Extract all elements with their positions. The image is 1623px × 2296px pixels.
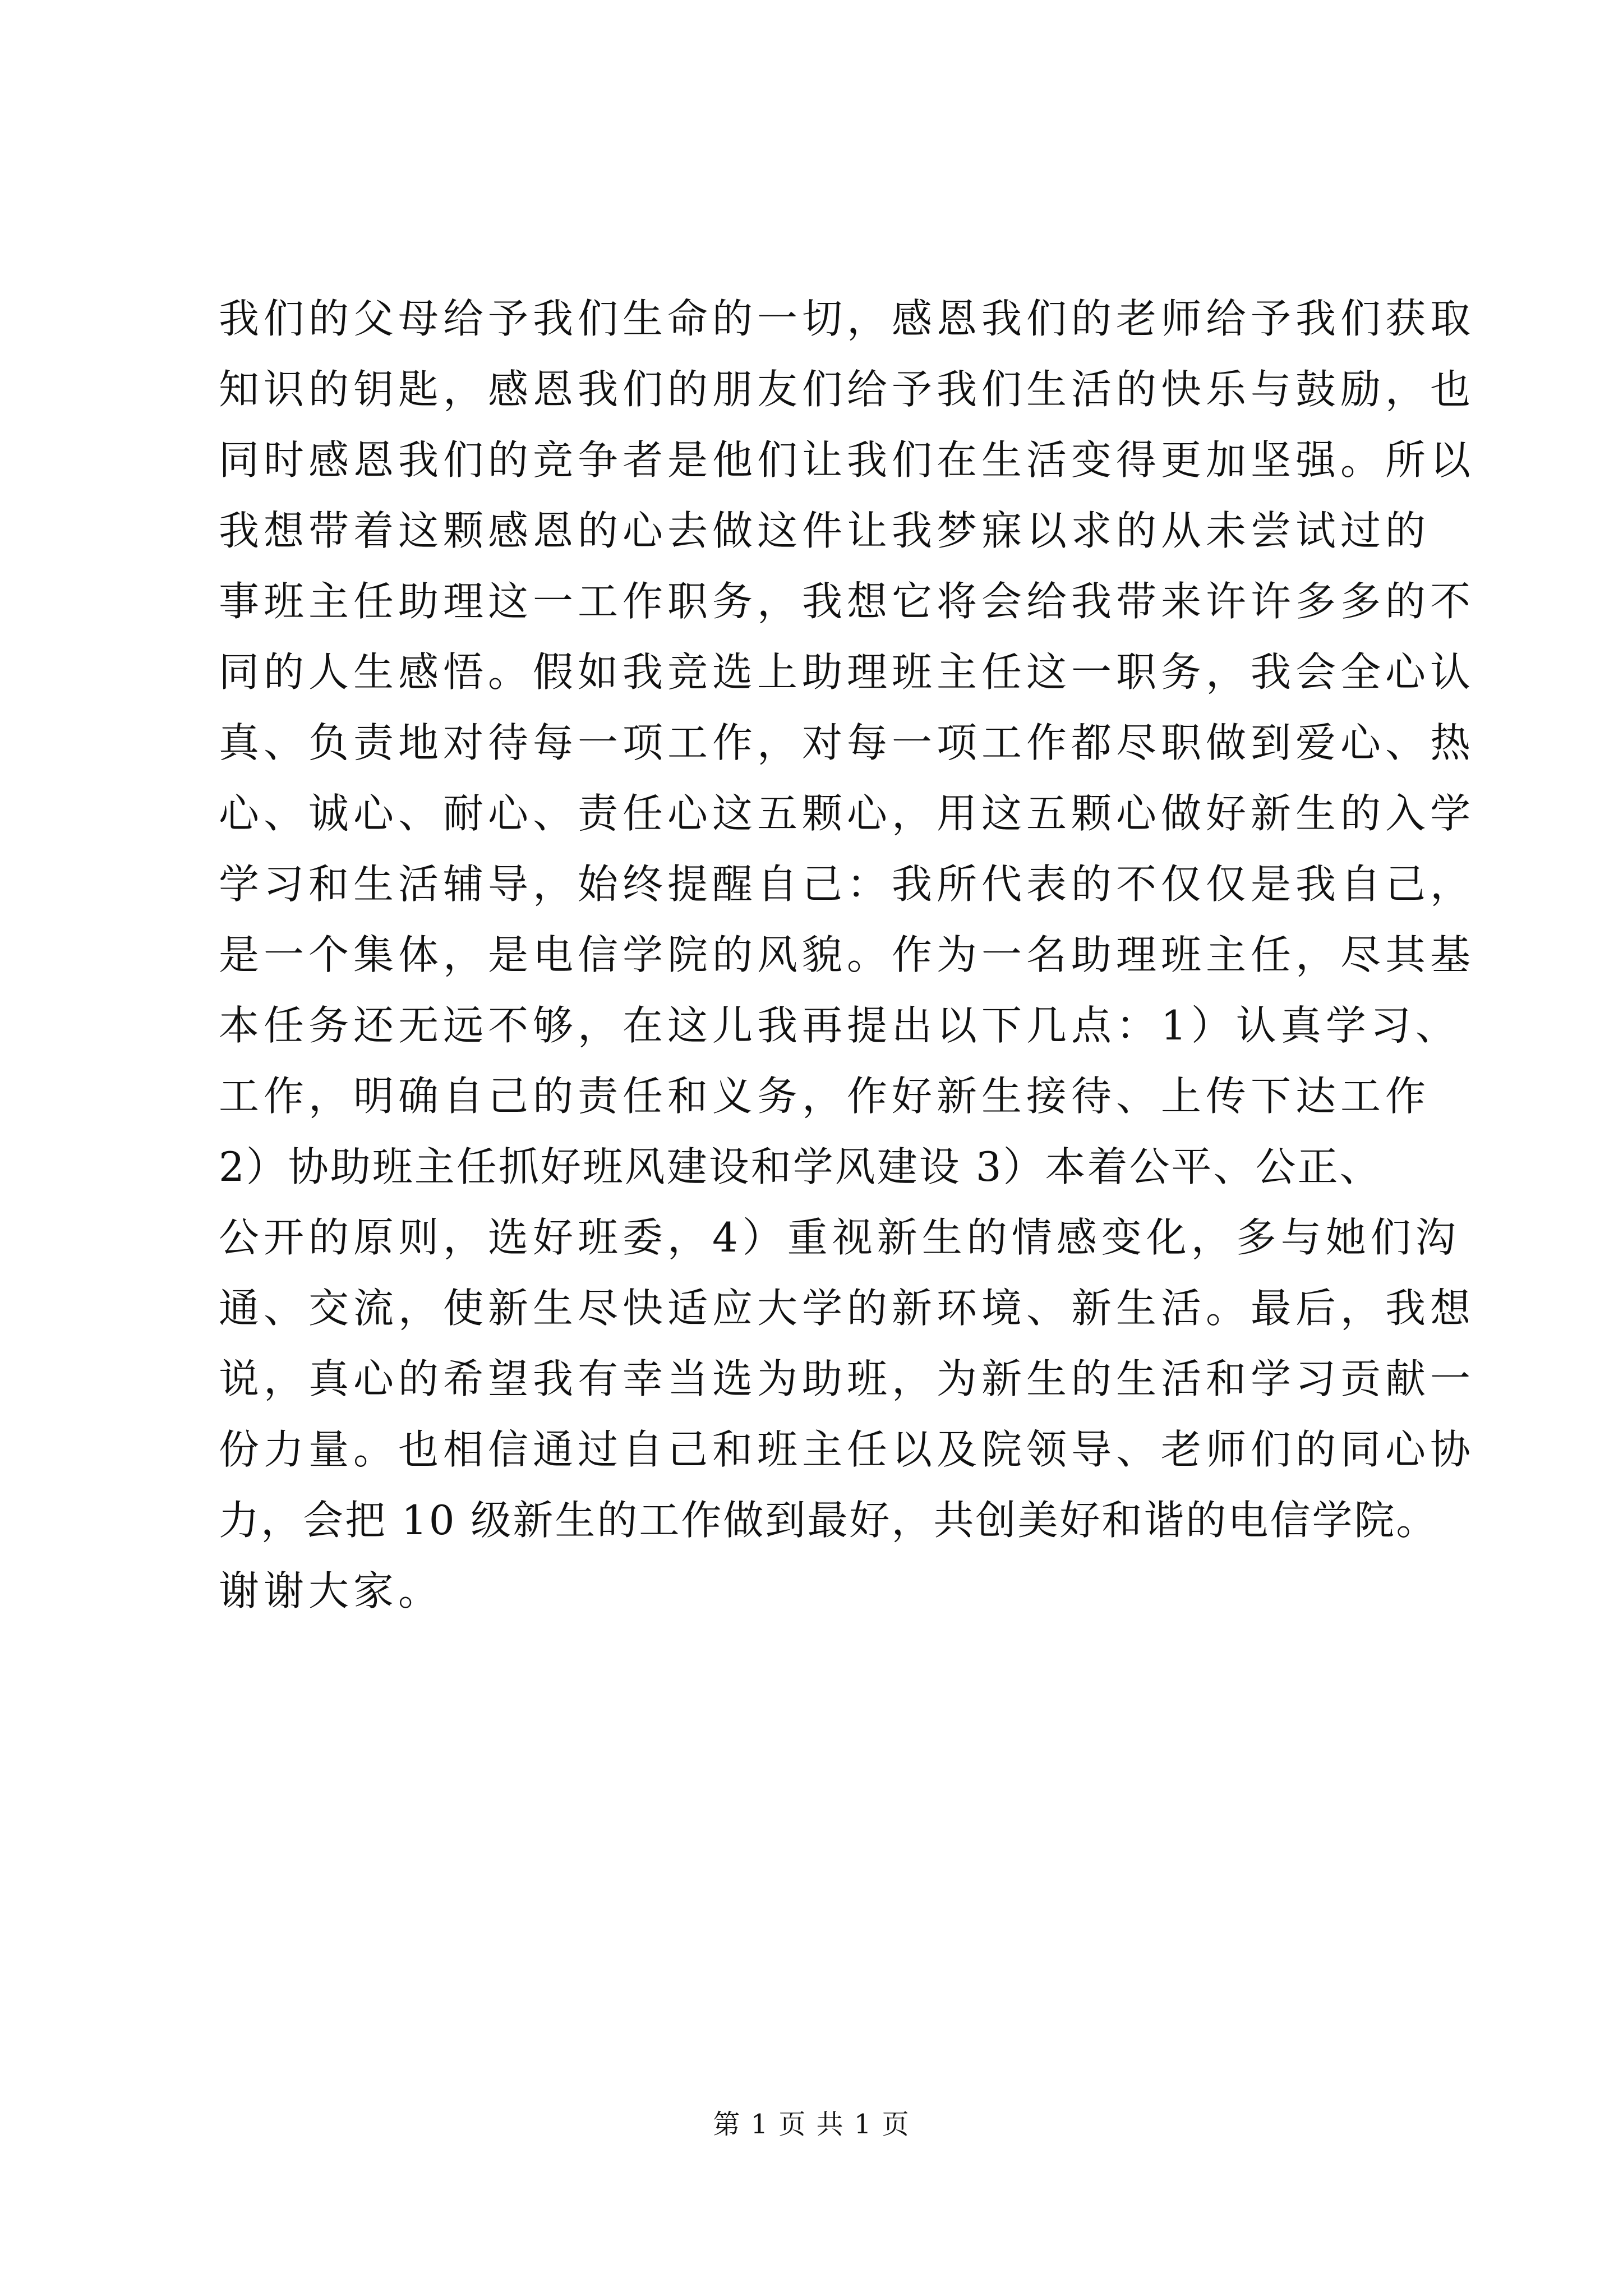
text-line: 真、负责地对待每一项工作，对每一项工作都尽职做到爱心、热 bbox=[219, 719, 1476, 766]
text-line: 心、诚心、耐心、责任心这五颗心，用这五颗心做好新生的入学 bbox=[219, 790, 1476, 837]
text-line: 事班主任助理这一工作职务，我想它将会给我带来许许多多的不 bbox=[219, 578, 1476, 625]
speech-body bbox=[219, 283, 1476, 1626]
text-line: 本任务还无远不够，在这儿我再提出以下几点：1）认真学习、 bbox=[219, 1002, 1460, 1049]
text-line: 说，真心的希望我有幸当选为助班，为新生的生活和学习贡献一 bbox=[219, 1355, 1476, 1402]
text-line: 知识的钥匙，感恩我们的朋友们给予我们生活的快乐与鼓励，也 bbox=[219, 366, 1476, 413]
text-line: 公开的原则，选好班委，4）重视新生的情感变化，多与她们沟 bbox=[219, 1214, 1460, 1261]
text-line: 学习和生活辅导，始终提醒自己：我所代表的不仅仅是我自己， bbox=[219, 861, 1476, 908]
text-line: 工作，明确自己的责任和义务，作好新生接待、上传下达工作 bbox=[219, 1073, 1431, 1120]
text-line: 同时感恩我们的竞争者是他们让我们在生活变得更加坚强。所以 bbox=[219, 436, 1476, 484]
text-line: 我们的父母给予我们生命的一切，感恩我们的老师给予我们获取 bbox=[219, 295, 1476, 342]
text-line: 是一个集体，是电信学院的风貌。作为一名助理班主任，尽其基 bbox=[219, 931, 1476, 978]
text-line: 力，会把 10 级新生的工作做到最好，共创美好和谐的电信学院。 bbox=[219, 1497, 1438, 1544]
text-line: 同的人生感悟。假如我竞选上助理班主任这一职务，我会全心认 bbox=[219, 648, 1476, 696]
text-line: 2）协助班主任抓好班风建设和学风建设 3）本着公平、公正、 bbox=[219, 1143, 1382, 1190]
text-line: 谢谢大家。 bbox=[219, 1567, 444, 1614]
page-number-footer: 第 1 页 共 1 页 bbox=[713, 2109, 910, 2140]
text-line: 通、交流，使新生尽快适应大学的新环境、新生活。最后，我想 bbox=[219, 1285, 1476, 1332]
text-line: 我想带着这颗感恩的心去做这件让我梦寐以求的从未尝试过的 bbox=[219, 507, 1431, 554]
text-line: 份力量。也相信通过自己和班主任以及院领导、老师们的同心协 bbox=[219, 1426, 1476, 1473]
